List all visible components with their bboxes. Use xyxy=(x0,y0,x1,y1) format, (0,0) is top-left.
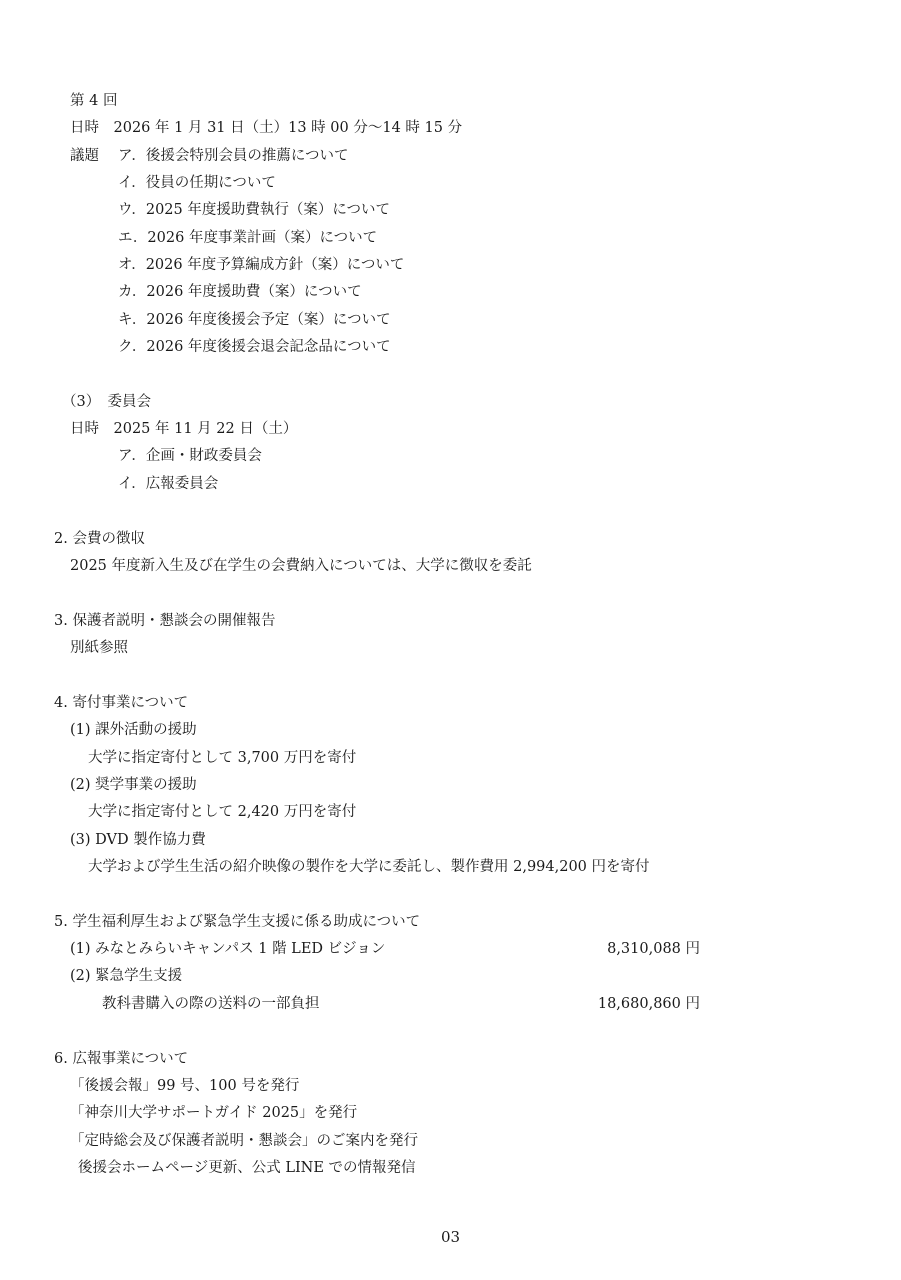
section5-item1-title: (1) みなとみらいキャンパス 1 階 LED ビジョン xyxy=(70,941,386,957)
section4-item-title: (3) DVD 製作協力費 xyxy=(70,832,206,848)
committee-heading: （3） 委員会 xyxy=(62,394,151,410)
agenda-item: ク．2026 年度後援会退会記念品について xyxy=(118,339,391,355)
section6-item: 「定時総会及び保護者説明・懇談会」のご案内を発行 xyxy=(70,1133,418,1149)
section5-item1-amount: 8,310,088 円 xyxy=(607,941,700,957)
section3-heading: 3. 保護者説明・懇談会の開催報告 xyxy=(54,613,276,629)
agenda-item: エ．2026 年度事業計画（案）について xyxy=(118,230,378,246)
section6-item: 後援会ホームページ更新、公式 LINE での情報発信 xyxy=(78,1160,416,1176)
section4-item-body: 大学に指定寄付として 3,700 万円を寄付 xyxy=(88,750,357,766)
agenda-item: ア．後援会特別会員の推薦について xyxy=(118,148,349,164)
section4-item-title: (2) 奨学事業の援助 xyxy=(70,777,197,793)
section4-item-body: 大学および学生生活の紹介映像の製作を大学に委託し、製作費用 2,994,200 円を寄付 xyxy=(88,859,650,875)
agenda-item: カ．2026 年度援助費（案）について xyxy=(118,284,362,300)
section4-item-title: (1) 課外活動の援助 xyxy=(70,722,197,738)
section5-item2-title: (2) 緊急学生支援 xyxy=(70,968,183,984)
section6-item: 「神奈川大学サポートガイド 2025」を発行 xyxy=(70,1105,358,1121)
agenda-item: オ．2026 年度予算編成方針（案）について xyxy=(118,257,405,273)
committee-item: ア．企画・財政委員会 xyxy=(118,448,262,464)
agenda-item: ウ．2025 年度援助費執行（案）について xyxy=(118,202,391,218)
page-number: 03 xyxy=(440,1228,461,1246)
section4-heading: 4. 寄付事業について xyxy=(54,695,189,711)
section4-item-body: 大学に指定寄付として 2,420 万円を寄付 xyxy=(88,804,357,820)
meeting4-heading: 第 4 回 xyxy=(70,93,118,109)
meeting4-agenda-label: 議題 xyxy=(70,148,99,164)
section2-body: 2025 年度新入生及び在学生の会費納入については、大学に徴収を委託 xyxy=(70,558,532,574)
section5-heading: 5. 学生福利厚生および緊急学生支援に係る助成について xyxy=(54,914,421,930)
section6-item: 「後援会報」99 号、100 号を発行 xyxy=(70,1078,300,1094)
section2-heading: 2. 会費の徴収 xyxy=(54,531,145,547)
committee-datetime: 日時 2025 年 11 月 22 日（土） xyxy=(70,421,298,437)
section6-heading: 6. 広報事業について xyxy=(54,1051,189,1067)
section3-body: 別紙参照 xyxy=(70,640,128,656)
agenda-item: イ．役員の任期について xyxy=(118,175,276,191)
meeting4-datetime: 日時 2026 年 1 月 31 日（土）13 時 00 分～14 時 15 分 xyxy=(70,120,463,136)
section5-item2-body: 教科書購入の際の送料の一部負担 xyxy=(102,996,320,1012)
agenda-item: キ．2026 年度後援会予定（案）について xyxy=(118,312,391,328)
section5-item2-amount: 18,680,860 円 xyxy=(597,996,700,1012)
committee-item: イ．広報委員会 xyxy=(118,476,219,492)
